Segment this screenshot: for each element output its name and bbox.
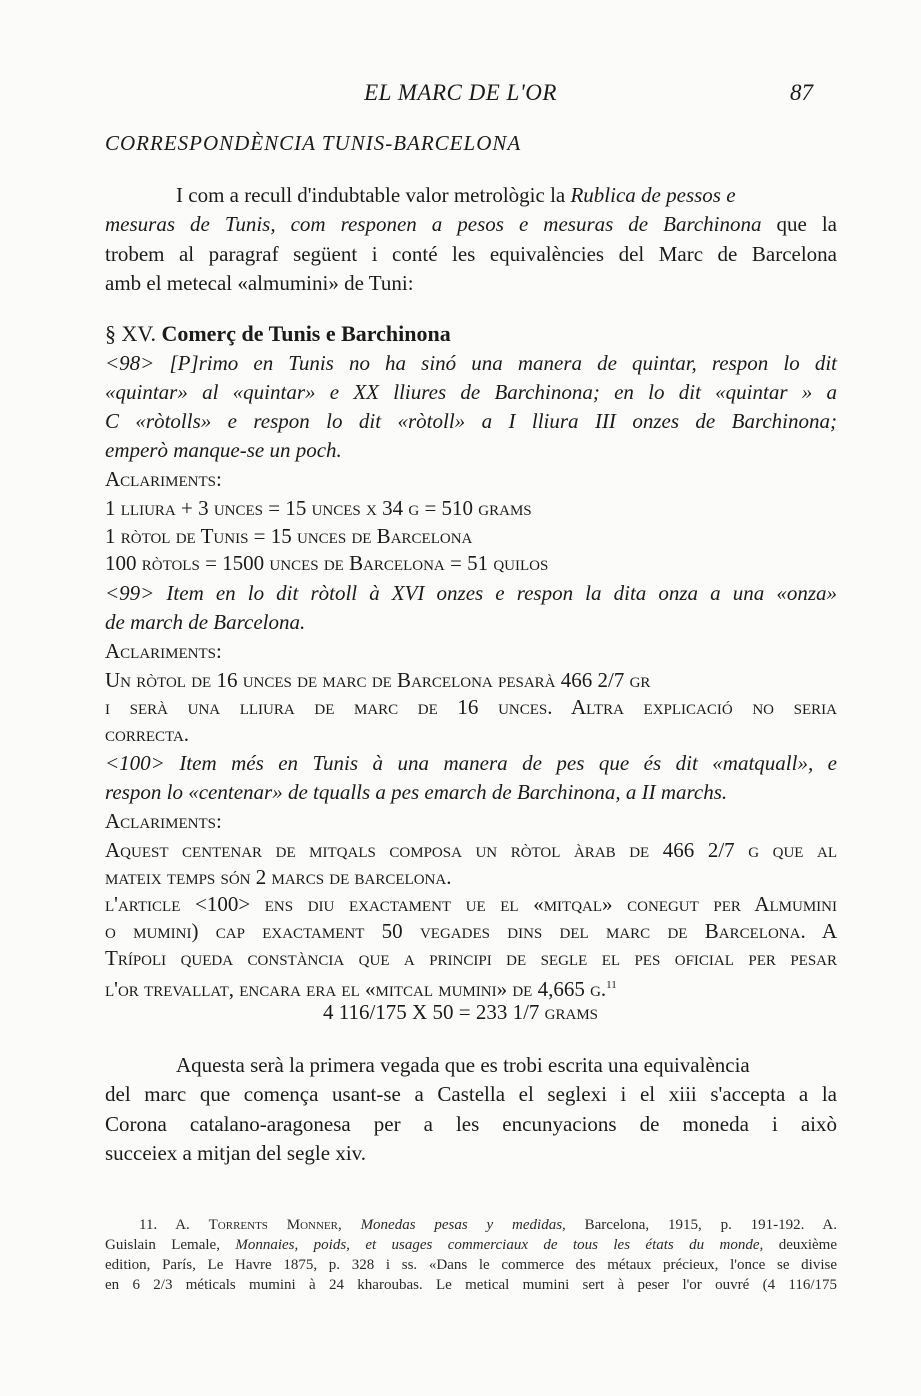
- page-number: 87: [790, 80, 813, 105]
- footnote-line-1: [139, 1216, 837, 1234]
- quote-line: C «ròtolls» e respon lo dit «ròtoll» a I lliura III onzes de Barchinona;: [105, 409, 837, 433]
- quote-line: emperò manque-se un poch.: [105, 438, 342, 462]
- intro-title-italic: mesuras de Tunis, com responen a pesos e mesuras de Barchinona: [105, 212, 762, 236]
- aclariments-label: Aclariments:: [105, 639, 222, 663]
- footnote-text: ,: [337, 1217, 361, 1233]
- footnote-text: Barcelona, 1915, p. 191-192. A.: [565, 1217, 838, 1233]
- footnote-title-italic: Monnaies, poids, et usages commerciaux de tous les états du monde,: [235, 1237, 764, 1253]
- closing-line-1: Aquesta serà la primera vegada que es trobi escrita una equivalència: [176, 1053, 750, 1077]
- intro-text: I com a recull d'indubtable valor metrològic la: [176, 183, 571, 207]
- section-heading: [105, 320, 837, 348]
- intro-line-1: [176, 181, 837, 209]
- running-header-title: EL MARC DE L'OR: [364, 80, 557, 105]
- intro-title-italic: Rublica de pessos e: [570, 183, 736, 207]
- clarification-line: o mumini) cap exactament 50 vegades dins del marc de Barcelona. A: [105, 919, 837, 943]
- section-title: CORRESPONDÈNCIA TUNIS-BARCELONA: [105, 131, 522, 155]
- clarification-line: l'article <100> ens diu exactament ue el «mitqal» conegut per Almumini: [105, 892, 837, 916]
- footnote-line-3: edition, París, Le Havre 1875, p. 328 i ss. «Dans le commerce des métaux précieux, l'once se divise: [105, 1257, 837, 1273]
- section-symbol: § XV.: [105, 321, 162, 346]
- aclariments-label: Aclariments:: [105, 809, 222, 833]
- quote-line: de march de Barcelona.: [105, 610, 306, 634]
- clarification-line: correcta.: [105, 722, 190, 746]
- intro-line-3: trobem al paragraf següent i conté les equivalències del Marc de Barcelona: [105, 242, 837, 266]
- clarification-line: Trípoli queda constància que a principi de segle el pes oficial per pesar: [105, 946, 837, 970]
- intro-line-4: amb el metecal «almumini» de Tuni:: [105, 271, 414, 295]
- quote-line: <99> Item en lo dit ròtoll à XVI onzes e respon la dita onza a una «onza»: [105, 581, 837, 605]
- closing-line-2: del marc que comença usant-se a Castella el seglexi i el xiii s'accepta a la: [105, 1082, 837, 1106]
- footnote-text: deuxième: [763, 1237, 838, 1253]
- footnote-author: Torrents Monner: [208, 1217, 338, 1233]
- footnote-number: 11. A.: [139, 1217, 209, 1233]
- footnote-line-2: [105, 1236, 837, 1254]
- quote-line: <100> Item més en Tunis à una manera de pes que és dit «matquall», e: [105, 751, 837, 775]
- footnote-title-italic: Monedas pesas y medidas,: [360, 1217, 566, 1233]
- quote-line: <98> [P]rimo en Tunis no ha sinó una manera de quintar, respon lo dit: [105, 351, 837, 375]
- clarification-line: mateix temps són 2 marcs de barcelona.: [105, 865, 452, 889]
- aclariments-label: Aclariments:: [105, 467, 222, 491]
- clarification-line: Aquest centenar de mitqals composa un ròtol àrab de 466 2/7 g que al: [105, 838, 837, 862]
- clarification-line: Un ròtol de 16 unces de marc de Barcelona pesarà 466 2/7 gr: [105, 668, 651, 692]
- intro-text: que la: [761, 212, 837, 236]
- section-heading-title: Comerç de Tunis e Barchinona: [161, 321, 451, 346]
- footnote-text: Guislain Lemale,: [105, 1237, 236, 1253]
- footnote-reference: 11: [606, 979, 617, 991]
- closing-line-4: succeiex a mitjan del segle xiv.: [105, 1141, 367, 1165]
- formula-line: 4 116/175 X 50 = 233 1/7 grams: [323, 1000, 598, 1024]
- clarification-text: l'or trevallat, encara era el «mitcal mumini» de 4,665 g.: [105, 977, 607, 1001]
- closing-line-3: Corona catalano-aragonesa per a les encunyacions de moneda i això: [105, 1112, 837, 1136]
- clarification-line: 100 ròtols = 1500 unces de Barcelona = 51 quilos: [105, 551, 549, 575]
- quote-line: respon lo «centenar» de tqualls a pes emarch de Barchinona, a II marchs.: [105, 780, 728, 804]
- footnote-line-4: en 6 2/3 méticals mumini à 24 kharoubas. Le metical mumini sert à peser l'or ouvré (4 116/175: [105, 1277, 837, 1293]
- intro-line-2: [105, 210, 837, 238]
- clarification-line: 1 lliura + 3 unces = 15 unces x 34 g = 510 grams: [105, 496, 532, 520]
- clarification-line: i serà una lliura de marc de 16 unces. Altra explicació no seria: [105, 695, 837, 719]
- clarification-line: 1 ròtol de Tunis = 15 unces de Barcelona: [105, 524, 473, 548]
- quote-line: «quintar» al «quintar» e XX lliures de Barchinona; en lo dit «quintar » a: [105, 380, 837, 404]
